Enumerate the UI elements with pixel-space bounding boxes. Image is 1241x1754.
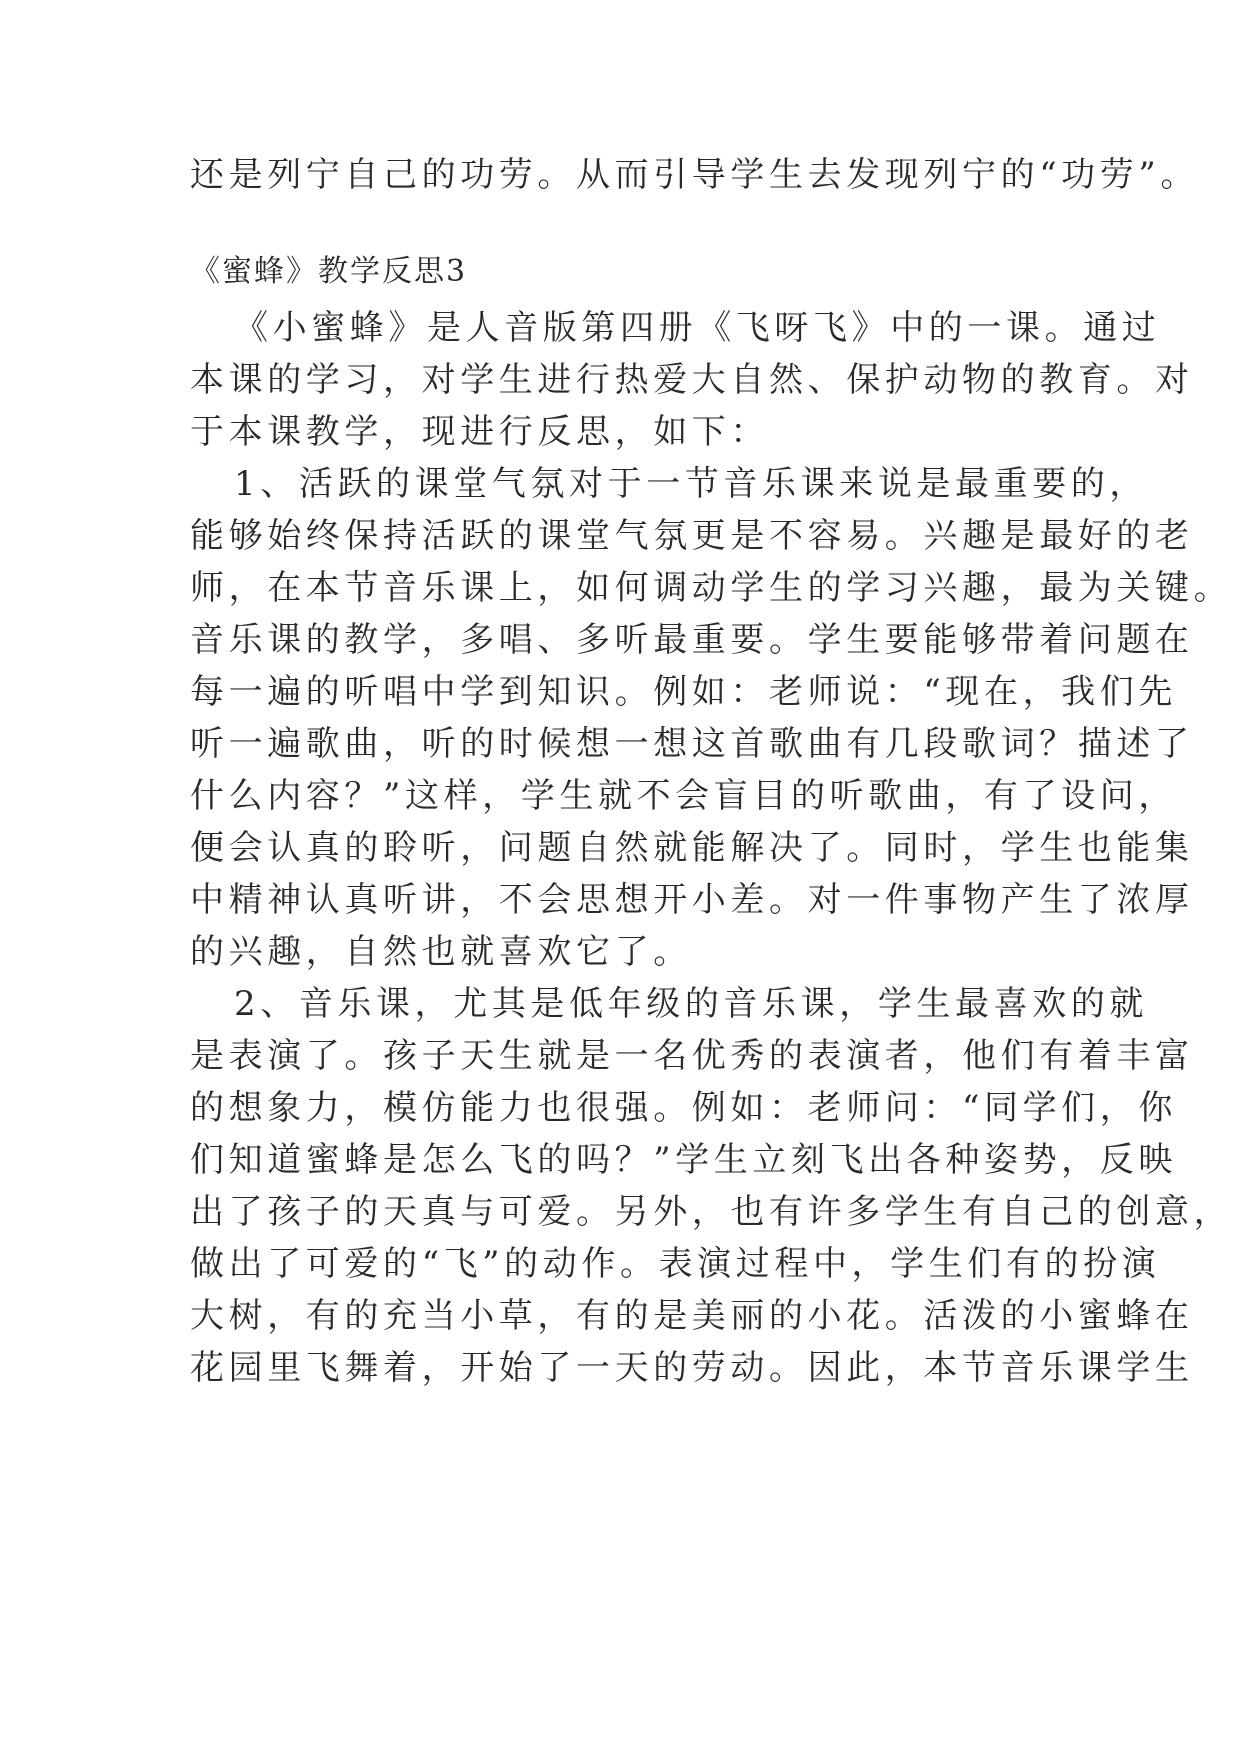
paragraph-2-line-5: 每一遍的听唱中学到知识。例如：老师说：“现在，我们先	[190, 672, 1177, 712]
paragraph-3-line-2: 是表演了。孩子天生就是一名优秀的表演者，他们有着丰富	[190, 1036, 1194, 1076]
paragraph-3-line-3: 的想象力，模仿能力也很强。例如：老师问：“同学们，你	[190, 1088, 1177, 1128]
paragraph-1-line-3: 于本课教学，现进行反思，如下：	[190, 412, 769, 452]
paragraph-2-line-1: 1、活跃的课堂气氛对于一节音乐课来说是最重要的，	[234, 464, 1149, 504]
paragraph-3-line-1: 2、音乐课，尤其是低年级的音乐课，学生最喜欢的就	[234, 984, 1149, 1024]
section-heading: 《蜜蜂》教学反思3	[190, 254, 468, 289]
paragraph-1-line-1: 《小蜜蜂》是人音版第四册《飞呀飞》中的一课。通过	[234, 308, 1161, 348]
paragraph-3-line-7: 大树，有的充当小草，有的是美丽的小花。活泼的小蜜蜂在	[190, 1296, 1194, 1336]
paragraph-1-line-2: 本课的学习，对学生进行热爱大自然、保护动物的教育。对	[190, 360, 1194, 400]
paragraph-2-line-4: 音乐课的教学，多唱、多听最重要。学生要能够带着问题在	[190, 620, 1194, 660]
paragraph-2-line-8: 便会认真的聆听，问题自然就能解决了。同时，学生也能集	[190, 828, 1194, 868]
paragraph-3-line-4: 们知道蜜蜂是怎么飞的吗？”学生立刻飞出各种姿势，反映	[190, 1140, 1177, 1180]
paragraph-2-line-6: 听一遍歌曲，听的时候想一想这首歌曲有几段歌词？描述了	[190, 724, 1194, 764]
paragraph-3-line-6: 做出了可爱的“飞”的动作。表演过程中，学生们有的扮演	[190, 1244, 1161, 1284]
paragraph-3-line-5: 出了孩子的天真与可爱。另外，也有许多学生有自己的创意，	[190, 1192, 1233, 1232]
paragraph-2-line-2: 能够始终保持活跃的课堂气氛更是不容易。兴趣是最好的老	[190, 516, 1194, 556]
paragraph-3-line-8: 花园里飞舞着，开始了一天的劳动。因此，本节音乐课学生	[190, 1348, 1194, 1388]
paragraph-2-line-10: 的兴趣，自然也就喜欢它了。	[190, 932, 692, 972]
intro-line: 还是列宁自己的功劳。从而引导学生去发现列宁的“功劳”。	[190, 155, 1199, 195]
paragraph-2-line-3: 师，在本节音乐课上，如何调动学生的学习兴趣，最为关键。	[190, 568, 1233, 608]
paragraph-2-line-7: 什么内容？”这样，学生就不会盲目的听歌曲，有了设问，	[190, 776, 1177, 816]
paragraph-2-line-9: 中精神认真听讲，不会思想开小差。对一件事物产生了浓厚	[190, 880, 1194, 920]
